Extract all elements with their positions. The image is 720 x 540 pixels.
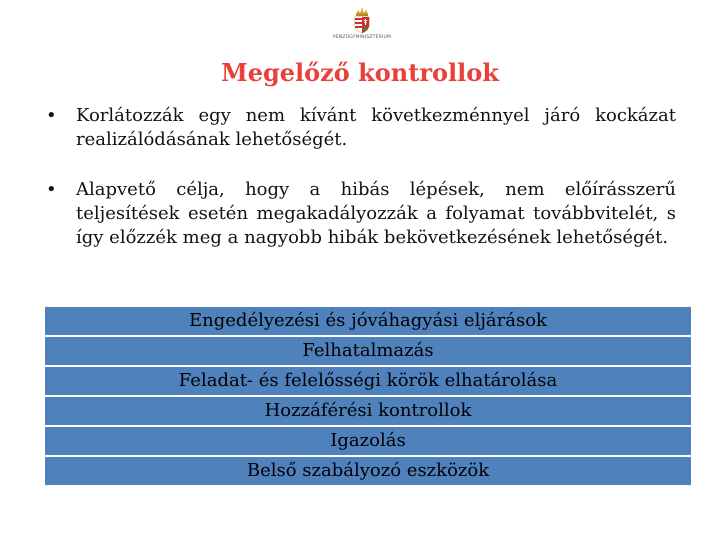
slide-title: Megelőző kontrollok: [221, 58, 499, 87]
table-row: [45, 366, 691, 396]
bullet-text: Korlátozzák egy nem kívánt következménnyel járó kockázat realizálódásának lehetőségét.: [76, 105, 676, 150]
bullet-marker: •: [46, 105, 57, 126]
table-row: [45, 396, 691, 426]
bullet-text: Alapvető célja, hogy a hibás lépések, nem előírásszerű teljesítések esetén megakadályozzák a folyamat továbbvitelét, s így előzzék meg a nagyobb hibák bekövetkezésének lehetőségét.: [76, 179, 676, 248]
table-cell: Felhatalmazás: [45, 336, 691, 366]
bullet-marker: •: [46, 179, 57, 200]
table-cell: Hozzáférési kontrollok: [45, 396, 691, 426]
hungarian-coat-of-arms-icon: [350, 8, 374, 34]
table-cell: Feladat- és felelősségi körök elhatárolása: [45, 366, 691, 396]
bullet-item: [46, 178, 676, 250]
bullet-item: [46, 104, 676, 152]
table-row: [45, 336, 691, 366]
table-cell: Engedélyezési és jóváhagyási eljárások: [45, 307, 691, 336]
table-cell: Belső szabályozó eszközök: [45, 456, 691, 485]
table-row: [45, 307, 691, 336]
table-cell: Igazolás: [45, 426, 691, 456]
logo-text: PÉNZÜGYMINISZTÉRIUM: [332, 35, 392, 40]
controls-table: [45, 307, 691, 485]
table-row: [45, 426, 691, 456]
ministry-logo: [332, 8, 392, 42]
bullet-list: [46, 104, 676, 250]
table-row: [45, 456, 691, 485]
